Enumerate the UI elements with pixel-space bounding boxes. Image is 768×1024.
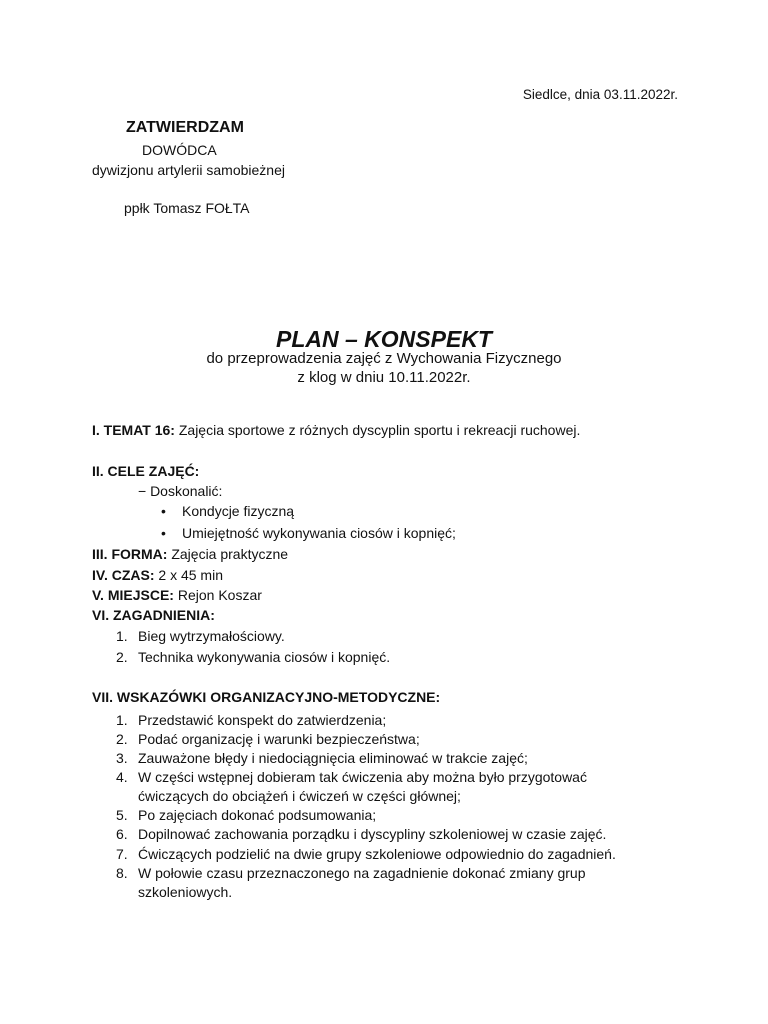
section-czas: [92, 566, 223, 584]
document-date: Siedlce, dnia 03.11.2022r.: [522, 87, 678, 102]
list-item-text: Bieg wytrzymałościowy.: [138, 628, 285, 644]
list-number: 7.: [116, 846, 128, 862]
section-value: Rejon Koszar: [177, 587, 262, 603]
section-wskazowki-label: VII. WSKAZÓWKI ORGANIZACYJNO-METODYCZNE:: [92, 689, 441, 705]
list-item-text: Umiejętność wykonywania ciosów i kopnięć;: [182, 525, 456, 541]
section-value: Zajęcia sportowe z różnych dyscyplin sportu i rekreacji ruchowej.: [178, 422, 581, 438]
list-item: [116, 864, 586, 882]
section-value: 2 x 45 min: [158, 567, 223, 583]
document-title: PLAN – KONSPEKT: [276, 326, 492, 352]
list-number: 4.: [116, 769, 128, 785]
list-item-continuation: szkoleniowych.: [138, 884, 233, 900]
bullet-icon: •: [161, 503, 166, 519]
list-item-text: Zauważone błędy i niedociągnięcia eliminować w trakcie zajęć;: [138, 750, 528, 766]
list-number: 3.: [116, 750, 128, 766]
list-item-text: Ćwiczących podzielić na dwie grupy szkoleniowe odpowiednio do zagadnień.: [138, 846, 616, 862]
list-item-text: Technika wykonywania ciosów i kopnięć.: [138, 649, 391, 665]
list-item: [116, 711, 387, 729]
list-item-text: Dopilnować zachowania porządku i dyscypliny szkoleniowej w czasie zajęć.: [138, 826, 607, 842]
list-number: 2.: [116, 731, 128, 747]
section-label: III. FORMA:: [92, 546, 168, 562]
approval-unit: dywizjonu artylerii samobieżnej: [92, 162, 285, 178]
section-label: I. TEMAT 16:: [92, 422, 175, 438]
section-label: V. MIEJSCE:: [92, 587, 174, 603]
list-item: [116, 825, 607, 843]
list-item: [161, 502, 295, 520]
list-item: [116, 627, 285, 645]
section-label: IV. CZAS:: [92, 567, 155, 583]
list-item: [116, 648, 391, 666]
approval-title: ZATWIERDZAM: [126, 119, 244, 136]
list-item: [161, 524, 456, 542]
list-item-text: Kondycje fizyczną: [182, 503, 295, 519]
section-miejsce: [92, 586, 262, 604]
list-item-text: Przedstawić konspekt do zatwierdzenia;: [138, 712, 387, 728]
list-number: 6.: [116, 826, 128, 842]
list-item: [116, 845, 616, 863]
list-number: 2.: [116, 649, 128, 665]
section-value: Zajęcia praktyczne: [171, 546, 289, 562]
approval-role: DOWÓDCA: [142, 142, 217, 158]
section-forma: [92, 545, 288, 563]
bullet-icon: •: [161, 525, 166, 541]
list-item: [116, 730, 420, 748]
list-item-continuation: ćwiczących do obciążeń i ćwiczeń w części głównej;: [138, 788, 461, 804]
section-temat: [92, 421, 580, 439]
document-subtitle-line1: do przeprowadzenia zajęć z Wychowania Fizycznego: [206, 350, 562, 367]
list-item: [116, 768, 587, 786]
section-zagadnienia-label: VI. ZAGADNIENIA:: [92, 607, 215, 623]
document-subtitle-line2: z klog w dniu 10.11.2022r.: [297, 369, 471, 386]
approval-name: ppłk Tomasz FOŁTA: [124, 200, 250, 216]
list-item-text: W części wstępnej dobieram tak ćwiczenia aby można było przygotować: [138, 769, 587, 785]
list-number: 1.: [116, 628, 128, 644]
list-number: 5.: [116, 807, 128, 823]
list-item: [116, 749, 528, 767]
cele-intro: − Doskonalić:: [138, 483, 223, 499]
section-cele-label: II. CELE ZAJĘĆ:: [92, 463, 200, 479]
list-item: [116, 806, 377, 824]
list-item-text: W połowie czasu przeznaczonego na zagadnienie dokonać zmiany grup: [138, 865, 586, 881]
list-item-text: Podać organizację i warunki bezpieczeństwa;: [138, 731, 420, 747]
list-number: 1.: [116, 712, 128, 728]
list-number: 8.: [116, 865, 128, 881]
list-item-text: Po zajęciach dokonać podsumowania;: [138, 807, 377, 823]
